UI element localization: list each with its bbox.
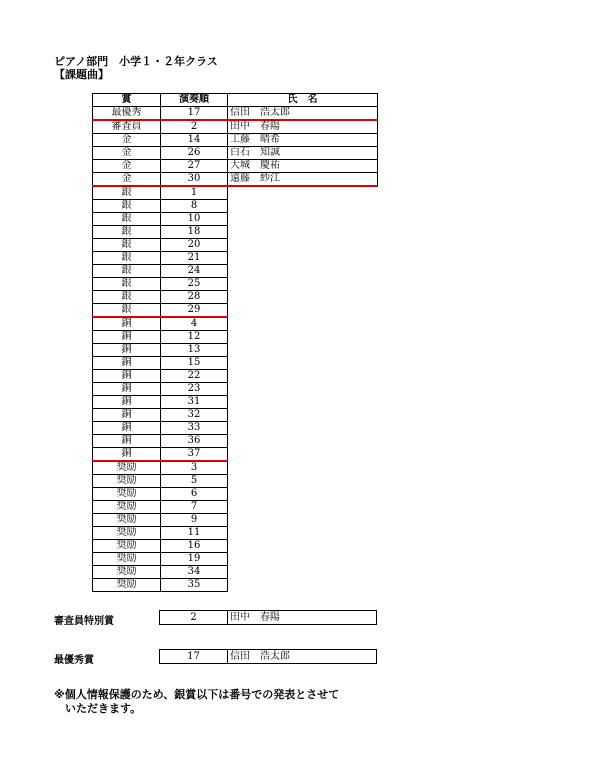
- award-cell: 奨励: [93, 527, 161, 540]
- header-order: 演奏順: [161, 94, 228, 107]
- table-row: [93, 488, 378, 501]
- award-cell: 銀: [93, 200, 161, 213]
- order-cell: 8: [161, 200, 228, 213]
- award-cell: 銅: [93, 357, 161, 370]
- award-cell: 奨励: [93, 501, 161, 514]
- award-cell: 銅: [93, 317, 161, 331]
- table-row: [93, 213, 378, 226]
- table-header-row: [93, 94, 378, 107]
- empty-cell: [228, 213, 378, 226]
- table-row: [93, 317, 378, 331]
- table-row: [93, 278, 378, 291]
- order-cell: 18: [161, 226, 228, 239]
- empty-cell: [228, 527, 378, 540]
- table-row: [93, 160, 378, 173]
- award-cell: 金: [93, 134, 161, 147]
- order-cell: 25: [161, 278, 228, 291]
- order-cell: 16: [161, 540, 228, 553]
- order-cell: 6: [161, 488, 228, 501]
- order-cell: 26: [161, 147, 228, 160]
- judge-award-box: [159, 610, 377, 625]
- table-row: [93, 527, 378, 540]
- order-cell: 32: [161, 409, 228, 422]
- table-row: [93, 370, 378, 383]
- empty-cell: [228, 370, 378, 383]
- table-row: [93, 173, 378, 187]
- table-row: [93, 200, 378, 213]
- order-cell: 23: [161, 383, 228, 396]
- table-row: [93, 107, 378, 121]
- award-cell: 奨励: [93, 461, 161, 475]
- table-row: [93, 383, 378, 396]
- name-cell: 田中 春陽: [228, 120, 378, 134]
- order-cell: 31: [161, 396, 228, 409]
- empty-cell: [228, 435, 378, 448]
- empty-cell: [228, 501, 378, 514]
- order-cell: 34: [161, 566, 228, 579]
- empty-cell: [228, 265, 378, 278]
- empty-cell: [228, 200, 378, 213]
- order-cell: 27: [161, 160, 228, 173]
- order-cell: 13: [161, 344, 228, 357]
- top-award-label: 最優秀賞: [54, 655, 94, 666]
- table-row: [93, 252, 378, 265]
- empty-cell: [228, 514, 378, 527]
- top-award-box: [159, 649, 377, 664]
- award-cell: 奨励: [93, 566, 161, 579]
- table-row: [93, 304, 378, 318]
- empty-cell: [228, 448, 378, 462]
- empty-cell: [228, 252, 378, 265]
- order-cell: 35: [161, 579, 228, 592]
- award-cell: 金: [93, 173, 161, 187]
- order-cell: 15: [161, 357, 228, 370]
- top-award-name: 信田 浩太郎: [230, 651, 290, 662]
- award-cell: 金: [93, 160, 161, 173]
- results-table: [92, 93, 378, 592]
- order-cell: 14: [161, 134, 228, 147]
- award-cell: 銀: [93, 278, 161, 291]
- name-cell: 工藤 晴希: [228, 134, 378, 147]
- award-cell: 銀: [93, 304, 161, 318]
- judge-award-name: 田中 春陽: [230, 612, 280, 623]
- award-cell: 銅: [93, 409, 161, 422]
- award-cell: 銅: [93, 422, 161, 435]
- table-row: [93, 409, 378, 422]
- header-name: 氏 名: [228, 94, 378, 107]
- privacy-note-line2: いただきます。: [54, 702, 142, 715]
- award-cell: 奨励: [93, 579, 161, 592]
- order-cell: 37: [161, 448, 228, 462]
- award-cell: 銅: [93, 344, 161, 357]
- award-cell: 銅: [93, 370, 161, 383]
- award-cell: 奨励: [93, 488, 161, 501]
- award-cell: 銅: [93, 435, 161, 448]
- table-row: [93, 514, 378, 527]
- table-row: [93, 540, 378, 553]
- order-cell: 3: [161, 461, 228, 475]
- order-cell: 22: [161, 370, 228, 383]
- empty-cell: [228, 396, 378, 409]
- award-cell: 奨励: [93, 553, 161, 566]
- table-row: [93, 239, 378, 252]
- award-cell: 銀: [93, 213, 161, 226]
- table-row: [93, 226, 378, 239]
- results-body: [93, 107, 378, 592]
- table-row: [93, 475, 378, 488]
- order-cell: 33: [161, 422, 228, 435]
- table-row: [93, 461, 378, 475]
- award-cell: 銀: [93, 226, 161, 239]
- order-cell: 2: [161, 120, 228, 134]
- empty-cell: [228, 304, 378, 318]
- award-cell: 銅: [93, 396, 161, 409]
- empty-cell: [228, 409, 378, 422]
- order-cell: 36: [161, 435, 228, 448]
- order-cell: 20: [161, 239, 228, 252]
- order-cell: 19: [161, 553, 228, 566]
- privacy-note-line1: ※個人情報保護のため、銀賞以下は番号での発表とさせて: [54, 688, 340, 701]
- table-row: [93, 501, 378, 514]
- order-cell: 17: [161, 107, 228, 121]
- section-title: ピアノ部門 小学１・２年クラス: [54, 55, 218, 68]
- empty-cell: [228, 239, 378, 252]
- empty-cell: [228, 383, 378, 396]
- award-cell: 銀: [93, 265, 161, 278]
- award-cell: 審査員: [93, 120, 161, 134]
- order-cell: 29: [161, 304, 228, 318]
- table-row: [93, 120, 378, 134]
- empty-cell: [228, 475, 378, 488]
- empty-cell: [228, 186, 378, 200]
- award-cell: 銀: [93, 186, 161, 200]
- name-cell: 大城 慶祐: [228, 160, 378, 173]
- order-cell: 24: [161, 265, 228, 278]
- table-row: [93, 357, 378, 370]
- award-cell: 奨励: [93, 514, 161, 527]
- table-row: [93, 331, 378, 344]
- table-row: [93, 265, 378, 278]
- empty-cell: [228, 488, 378, 501]
- empty-cell: [228, 553, 378, 566]
- empty-cell: [228, 357, 378, 370]
- judge-award-order: 2: [160, 611, 228, 624]
- award-cell: 銅: [93, 448, 161, 462]
- table-row: [93, 553, 378, 566]
- table-row: [93, 147, 378, 160]
- order-cell: 12: [161, 331, 228, 344]
- table-row: [93, 579, 378, 592]
- order-cell: 1: [161, 186, 228, 200]
- name-cell: 信田 浩太郎: [228, 107, 378, 121]
- order-cell: 5: [161, 475, 228, 488]
- empty-cell: [228, 540, 378, 553]
- order-cell: 4: [161, 317, 228, 331]
- table-row: [93, 422, 378, 435]
- order-cell: 11: [161, 527, 228, 540]
- judge-award-label: 審査員特別賞: [54, 616, 114, 627]
- name-cell: 白石 知誠: [228, 147, 378, 160]
- order-cell: 28: [161, 291, 228, 304]
- order-cell: 7: [161, 501, 228, 514]
- order-cell: 9: [161, 514, 228, 527]
- empty-cell: [228, 566, 378, 579]
- empty-cell: [228, 579, 378, 592]
- award-cell: 銅: [93, 331, 161, 344]
- award-cell: 金: [93, 147, 161, 160]
- table-row: [93, 435, 378, 448]
- top-award-order: 17: [160, 650, 228, 663]
- table-row: [93, 344, 378, 357]
- table-row: [93, 566, 378, 579]
- award-cell: 銅: [93, 383, 161, 396]
- empty-cell: [228, 278, 378, 291]
- order-cell: 10: [161, 213, 228, 226]
- table-row: [93, 186, 378, 200]
- table-row: [93, 134, 378, 147]
- award-cell: 銀: [93, 252, 161, 265]
- table-row: [93, 396, 378, 409]
- empty-cell: [228, 461, 378, 475]
- privacy-note: [54, 688, 339, 716]
- award-cell: 銀: [93, 239, 161, 252]
- award-cell: 最優秀: [93, 107, 161, 121]
- award-cell: 奨励: [93, 475, 161, 488]
- empty-cell: [228, 422, 378, 435]
- empty-cell: [228, 317, 378, 331]
- order-cell: 30: [161, 173, 228, 187]
- award-cell: 銀: [93, 291, 161, 304]
- header-award: 賞: [93, 94, 161, 107]
- empty-cell: [228, 344, 378, 357]
- order-cell: 21: [161, 252, 228, 265]
- award-cell: 奨励: [93, 540, 161, 553]
- empty-cell: [228, 291, 378, 304]
- subsection-title: 【課題曲】: [54, 68, 109, 81]
- table-row: [93, 448, 378, 462]
- table-row: [93, 291, 378, 304]
- empty-cell: [228, 226, 378, 239]
- name-cell: 遠藤 紗江: [228, 173, 378, 187]
- empty-cell: [228, 331, 378, 344]
